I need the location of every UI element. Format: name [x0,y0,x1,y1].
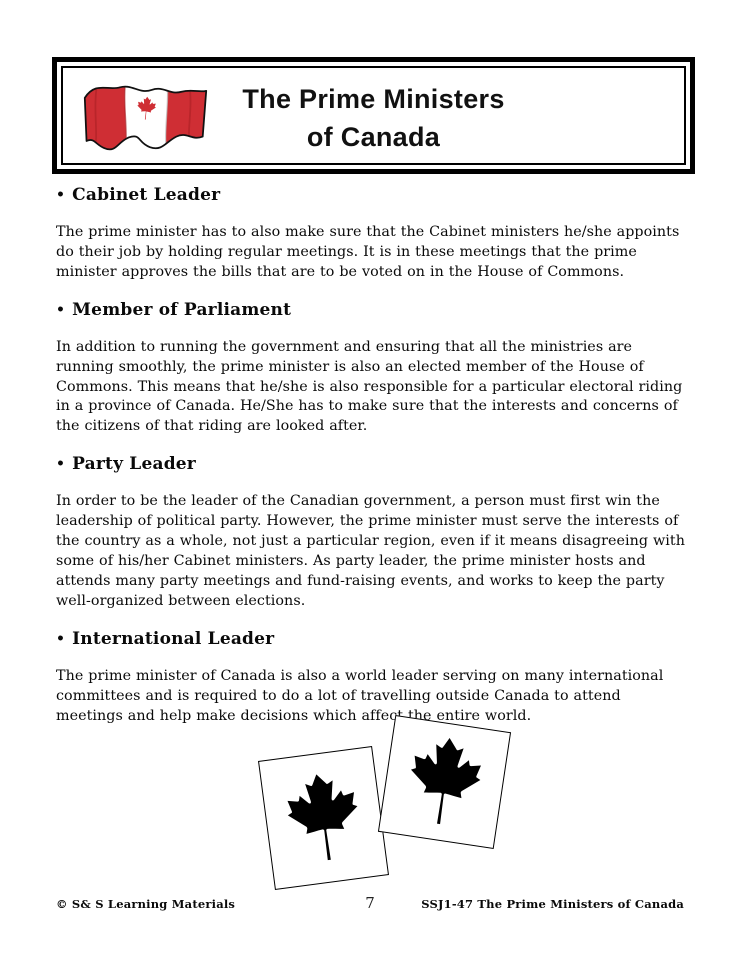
page-title-line2: of Canada [306,122,441,152]
section-heading-party-leader [56,455,686,475]
footer-copyright: © S& S Learning Materials [56,897,236,911]
page-footer [56,894,684,916]
section-heading-member-of-parliament [56,301,686,321]
content-column [56,184,686,744]
section-body-cabinet-leader: The prime minister has to also make sure that the Cabinet ministers he/she appoints do their job by holding regular meetings. It is in these meetings that the prime minister approves the bills that are to be voted on in the House of Commons. [56,224,680,280]
section-body-international-leader: The prime minister of Canada is also a world leader serving on many international committees and is required to do a lot of travelling outside Canada to attend meetings and help make decisions which affect the entire world. [56,667,664,724]
section-heading-label: Cabinet Leader [72,185,221,205]
section-body-member-of-parliament: In addition to running the government and ensuring that all the ministries are running smoothly, the prime minister is also an elected member of the House of Commons. This means that he/she is also responsible for a particular electoral riding in a province of Canada. He/She has to make sure that the interests and concerns of the citizens of that riding are looked after. [56,338,683,435]
footer-document-id: SSJ1-47 The Prime Ministers of Canada [421,897,684,911]
maple-leaf-card-left [258,746,389,890]
section-heading-international-leader [56,630,686,650]
maple-leaf-card-right [378,715,511,849]
maple-leaf-icon [388,721,502,842]
header-banner-inner [61,66,686,165]
header-banner [52,57,695,174]
page-title [63,80,684,156]
bullet-icon: • [56,301,66,318]
page-title-line1: The Prime Ministers [242,84,505,114]
bullet-icon: • [56,187,66,203]
section-heading-label: Member of Parliament [72,299,292,320]
section-body-party-leader: In order to be the leader of the Canadian government, a person must first win the leadership of political party. However, the prime minister must serve the interests of the country as a whole, not just a particular region, even if it means disagreeing with some of his/her Cabinet ministers. As party leader, the prime minister hosts and attends many party meetings and fund-raising events, and works to keep the party well-organized between elections. [56,493,685,609]
bullet-icon: • [56,630,66,647]
section-heading-label: Party Leader [72,454,196,475]
maple-leaf-icon [267,753,381,883]
section-heading-cabinet-leader [56,186,686,206]
section-heading-label: International Leader [72,628,275,649]
page-number: 7 [365,894,375,912]
bullet-icon: • [56,456,66,473]
